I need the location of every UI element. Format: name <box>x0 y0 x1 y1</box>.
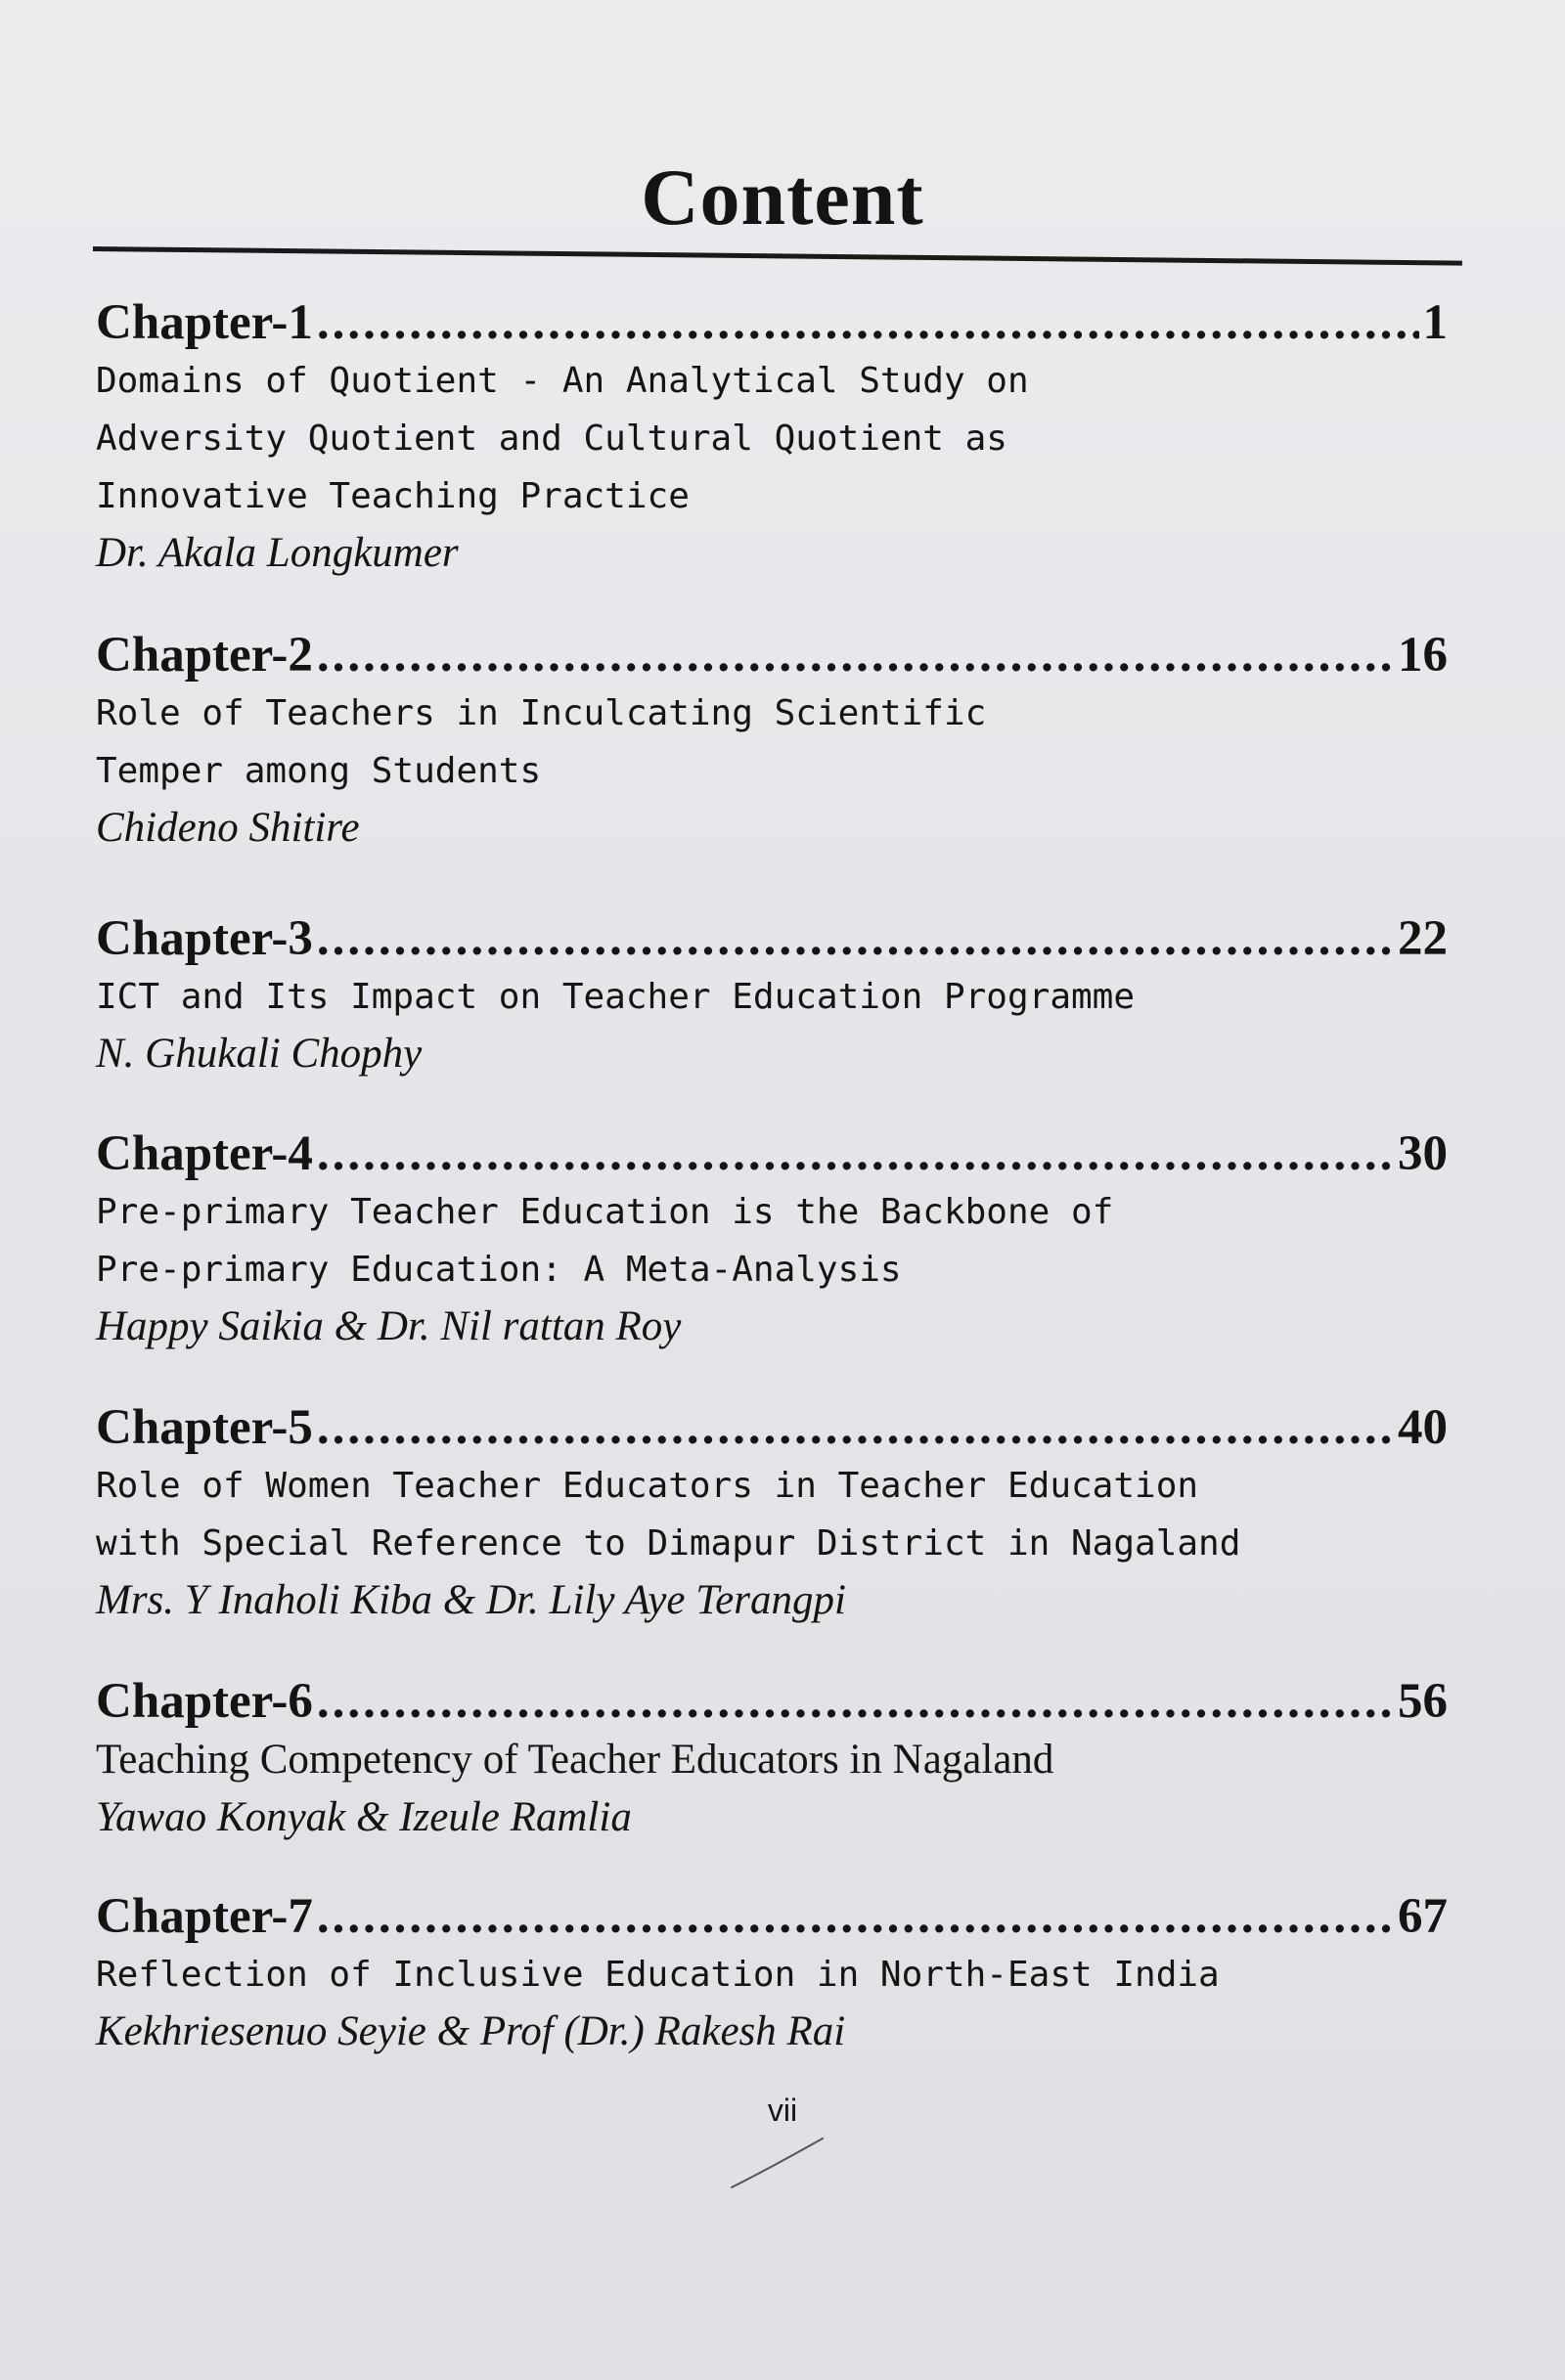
chapter-label: Chapter-6 <box>96 1674 313 1729</box>
chapter-title-line: Pre-primary Education: A Meta-Analysis <box>96 1250 902 1290</box>
chapter-label: Chapter-1 <box>96 295 313 350</box>
toc-entry-chapter-3[interactable] <box>96 909 1448 1082</box>
toc-entry-chapter-6[interactable] <box>96 1672 1448 1846</box>
chapter-author: Kekhriesenuo Seyie & Prof (Dr.) Rakesh Rai <box>96 2008 846 2054</box>
chapter-heading <box>96 1398 1448 1457</box>
chapter-heading <box>96 1124 1448 1183</box>
toc-entry-chapter-7[interactable] <box>96 1887 1448 2060</box>
chapter-page-number: 40 <box>1398 1400 1448 1455</box>
page-title: Content <box>641 153 924 242</box>
chapter-page-number: 67 <box>1398 1889 1448 1944</box>
pen-mark <box>729 2134 827 2192</box>
chapter-author: Chideno Shitire <box>96 805 360 851</box>
dot-leader <box>317 909 1394 968</box>
dot-leader <box>317 626 1394 684</box>
chapter-author: Dr. Akala Longkumer <box>96 530 459 576</box>
page-folio: vii <box>767 2093 798 2128</box>
dot-leader <box>317 1887 1394 1946</box>
chapter-page-number: 30 <box>1398 1126 1448 1181</box>
dot-leader <box>317 293 1419 352</box>
chapter-label: Chapter-4 <box>96 1126 313 1181</box>
chapter-title-line: Role of Women Teacher Educators in Teacher Education <box>96 1466 1199 1506</box>
chapter-heading <box>96 1887 1448 1946</box>
toc-entry-chapter-4[interactable] <box>96 1124 1448 1355</box>
toc-entry-chapter-5[interactable] <box>96 1398 1448 1629</box>
dot-leader <box>317 1124 1394 1183</box>
chapter-page-number: 22 <box>1398 911 1448 966</box>
chapter-label: Chapter-2 <box>96 628 313 683</box>
chapter-title-line: Pre-primary Teacher Education is the Backbone of <box>96 1192 1114 1232</box>
chapter-label: Chapter-5 <box>96 1400 313 1455</box>
chapter-title-line: Role of Teachers in Inculcating Scientific <box>96 693 987 733</box>
chapter-title-line: Temper among Students <box>96 751 542 791</box>
chapter-title-line: with Special Reference to Dimapur District in Nagaland <box>96 1523 1241 1564</box>
chapter-heading <box>96 909 1448 968</box>
chapter-page-number: 56 <box>1398 1674 1448 1729</box>
chapter-title-line: Teaching Competency of Teacher Educators in Nagaland <box>96 1737 1054 1783</box>
chapter-title-line: Reflection of Inclusive Education in North-East India <box>96 1955 1220 1995</box>
chapter-page-number: 1 <box>1422 295 1448 350</box>
chapter-label: Chapter-3 <box>96 911 313 966</box>
title-rule <box>93 246 1462 266</box>
dot-leader <box>317 1672 1394 1731</box>
chapter-author: Mrs. Y Inaholi Kiba & Dr. Lily Aye Terangpi <box>96 1577 846 1623</box>
dot-leader <box>317 1398 1394 1457</box>
chapter-heading <box>96 1672 1448 1731</box>
chapter-title-line: Adversity Quotient and Cultural Quotient as <box>96 419 1007 459</box>
chapter-title-line: Innovative Teaching Practice <box>96 476 690 516</box>
chapter-page-number: 16 <box>1398 628 1448 683</box>
chapter-heading <box>96 293 1448 352</box>
toc-entry-chapter-1[interactable] <box>96 293 1448 582</box>
chapter-label: Chapter-7 <box>96 1889 313 1944</box>
toc-entry-chapter-2[interactable] <box>96 626 1448 857</box>
chapter-author: N. Ghukali Chophy <box>96 1031 423 1077</box>
chapter-author: Happy Saikia & Dr. Nil rattan Roy <box>96 1303 682 1349</box>
chapter-heading <box>96 626 1448 684</box>
chapter-author: Yawao Konyak & Izeule Ramlia <box>96 1794 632 1840</box>
chapter-title-line: Domains of Quotient - An Analytical Study on <box>96 361 1029 401</box>
chapter-title-line: ICT and Its Impact on Teacher Education Programme <box>96 977 1136 1017</box>
